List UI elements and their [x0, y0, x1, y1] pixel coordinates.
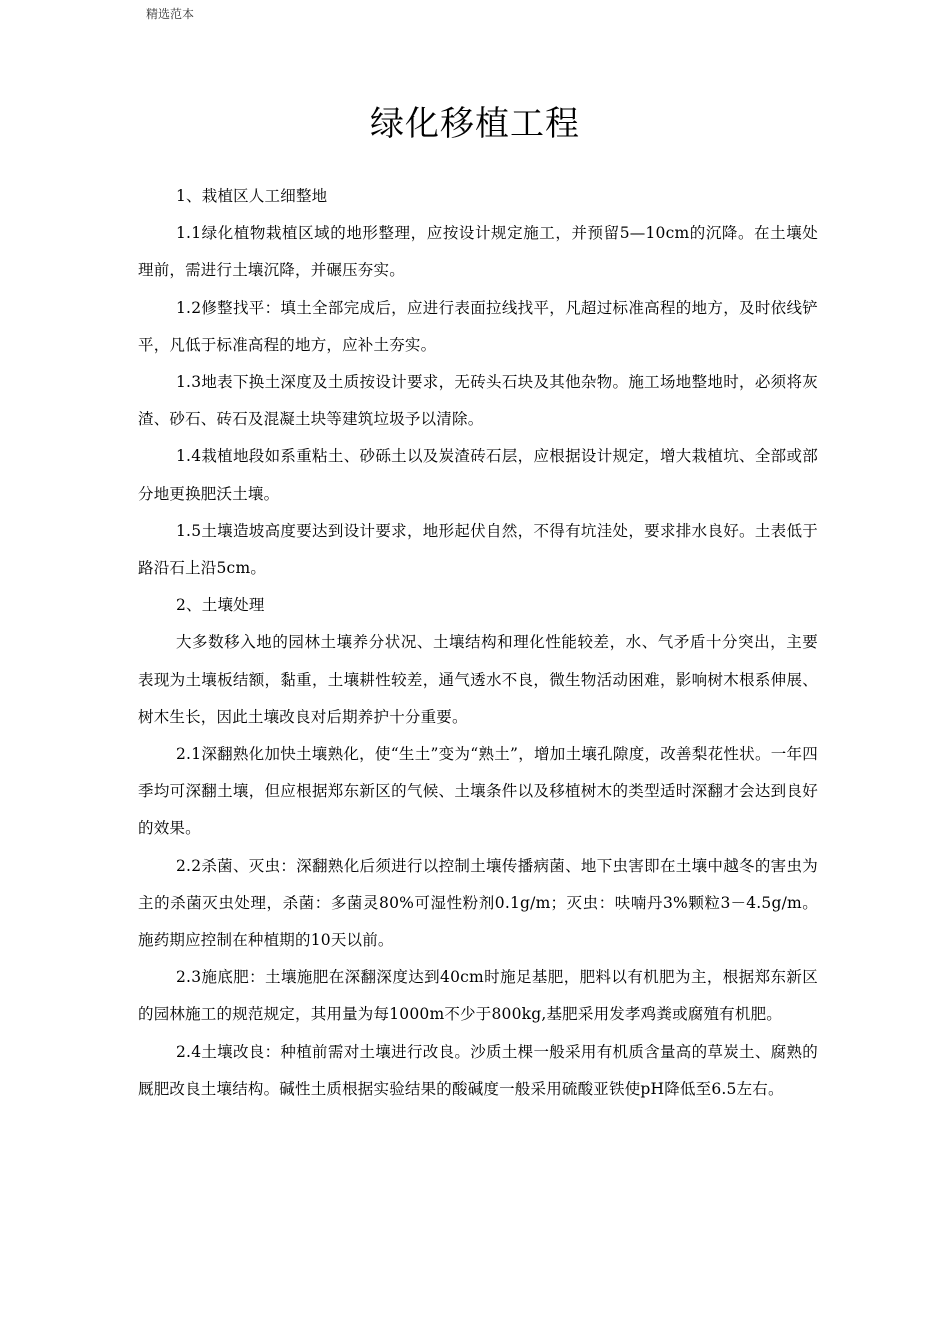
paragraph-1-3: 1.3地表下换土深度及土质按设计要求，无砖头石块及其他杂物。施工场地整地时，必须将灰渣、砂石、砖石及混凝土块等建筑垃圾予以清除。 — [138, 373, 818, 429]
corner-label: 精选范本 — [146, 7, 195, 21]
paragraph-1-4: 1.4栽植地段如系重粘土、砂砾土以及炭渣砖石层，应根据设计规定，增大栽植坑、全部或部分地更换肥沃土壤。 — [138, 447, 818, 503]
paragraph-2-1: 2.1深翻熟化加快土壤熟化，使“生土”变为“熟土”，增加土壤孔隙度，改善梨花性状。一年四季均可深翻土壤，但应根据郑东新区的气候、土壤条件以及移植树木的类型适时深翻才会达到良好的效果。 — [138, 745, 818, 838]
paragraph-2-4: 2.4土壤改良：种植前需对土壤进行改良。沙质土棵一般采用有机质含量高的草炭土、腐熟的厩肥改良土壤结构。碱性土质根据实验结果的酸碱度一般采用硫酸亚铁使pH降低至6.5左右。 — [138, 1042, 818, 1098]
paragraph-2-intro: 大多数移入地的园林土壤养分状况、土壤结构和理化性能较差，水、气矛盾十分突出，主要表现为土壤板结额，黏重，土壤耕性较差，通气透水不良，微生物活动困难，影响树木根系伸展、树木生长，因此土壤改良对后期养护十分重要。 — [138, 633, 818, 726]
paragraph-2-2: 2.2杀菌、灭虫：深翻熟化后须进行以控制土壤传播病菌、地下虫害即在土壤中越冬的害虫为主的杀菌灭虫处理，杀菌：多菌灵80%可湿性粉剂0.1g/m；灭虫：呋喃丹3%颗粒3－4.5g/m。施药期应控制在种植期的10天以前。 — [138, 856, 818, 950]
document-body — [138, 178, 818, 1108]
paragraph-1-2: 1.2修整找平：填土全部完成后，应进行表面拉线找平，凡超过标准高程的地方，及时依线铲平，凡低于标准高程的地方，应补土夯实。 — [138, 298, 818, 354]
section-heading-1: 1、栽植区人工细整地 — [176, 187, 328, 205]
paragraph-1-1: 1.1绿化植物栽植区域的地形整理，应按设计规定施工，并预留5—10cm的沉降。在土壤处理前，需进行土壤沉降，并碾压夯实。 — [138, 224, 818, 280]
paragraph-1-5: 1.5土壤造坡高度要达到设计要求，地形起伏自然，不得有坑洼处，要求排水良好。土表低于路沿石上沿5cm。 — [138, 521, 818, 578]
section-heading-2: 2、土壤处理 — [176, 596, 265, 615]
paragraph-2-3: 2.3施底肥：土壤施肥在深翻深度达到40cm时施足基肥，肥料以有机肥为主，根据郑东新区的园林施工的规范规定，其用量为每1000m不少于800kg,基肥采用发孝鸡粪或腐殖有机肥。 — [138, 968, 818, 1024]
document-title: 绿化移植工程 — [370, 104, 580, 144]
